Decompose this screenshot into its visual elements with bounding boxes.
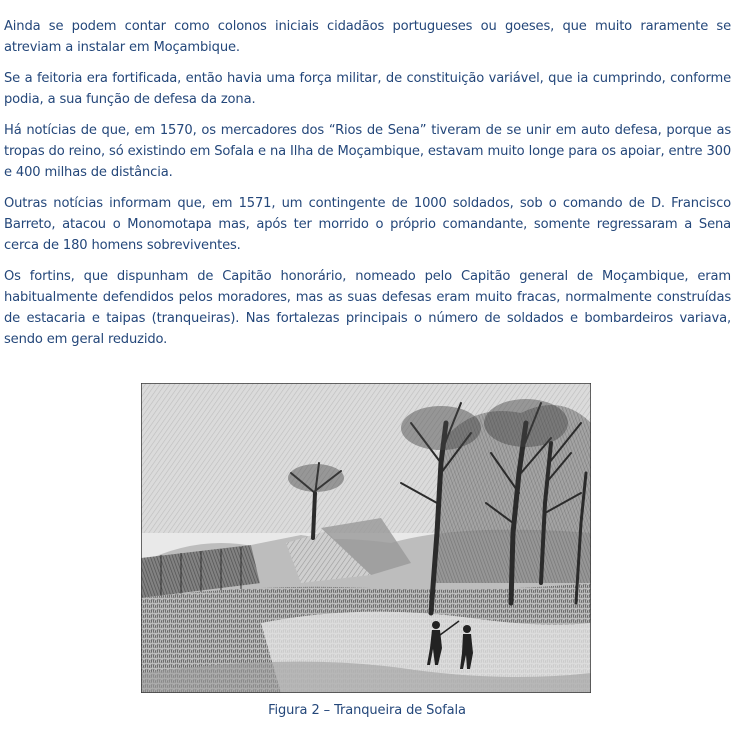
document-body (4, 0, 731, 360)
figure-caption: Figura 2 – Tranqueira de Sofala (268, 703, 466, 718)
paragraph-fortins: Os fortins, que dispunham de Capitão honorário, nomeado pelo Capitão general de Moçambique, eram habitualmente defendidos pelos moradores, mas as suas defesas eram muito fracas, normalmente construídas de estacaria e taipas (tranqueiras). Nas fortalezas principais o número de soldados e bombardeiros variava, sendo em geral reduzido. (4, 269, 731, 347)
figure-tranqueira-engraving (141, 383, 591, 693)
paragraph-monomotapa: Outras notícias informam que, em 1571, um contingente de 1000 soldados, sob o comando de D. Francisco Barreto, atacou o Monomotapa mas, após ter morrido o próprio comandante, somente regressaram a Sena cerca de 180 homens sobreviventes. (4, 196, 731, 253)
paragraph-rios-de-sena: Há notícias de que, em 1570, os mercadores dos “Rios de Sena” tiveram de se unir em auto defesa, porque as tropas do reino, só existindo em Sofala e na Ilha de Moçambique, estavam muito longe para os apoiar, entre 300 e 400 milhas de distância. (4, 123, 731, 180)
paragraph-colonos: Ainda se podem contar como colonos iniciais cidadãos portugueses ou goeses, que muito raramente se atreviam a instalar em Moçambique. (4, 19, 731, 55)
engraving-illustration (141, 383, 591, 693)
paragraph-feitoria: Se a feitoria era fortificada, então havia uma força militar, de constituição variável, que ia cumprindo, conforme podia, a sua função de defesa da zona. (4, 71, 731, 107)
